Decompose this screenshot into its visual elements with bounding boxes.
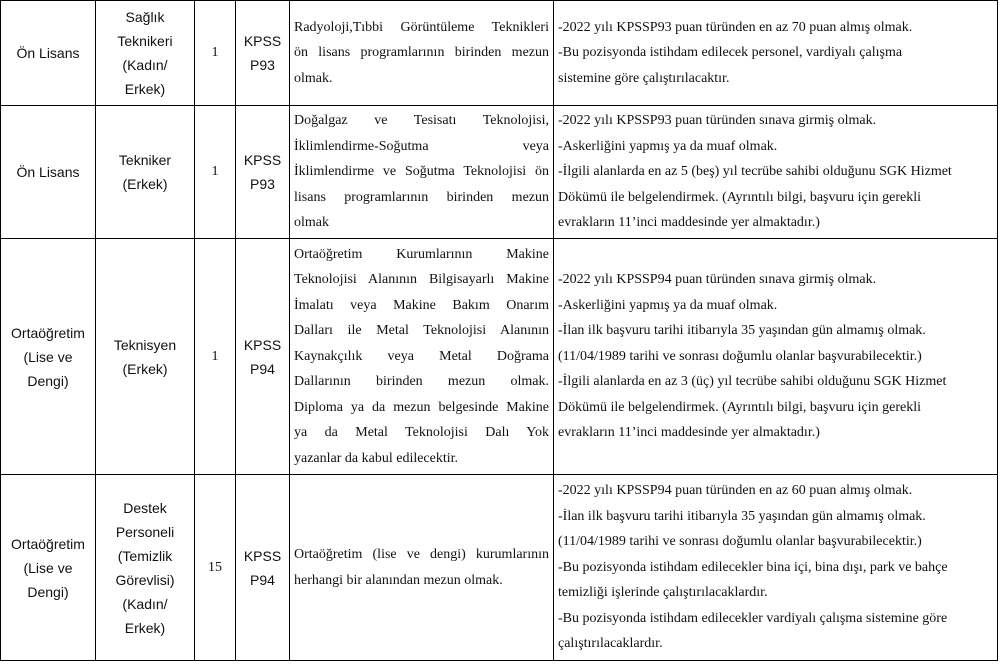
position-count: 1 — [211, 45, 219, 60]
qualification-line: Ortaöğretim Kurumlarının Makine — [294, 246, 549, 262]
score_type-cell — [236, 1, 290, 106]
qualification-cell — [290, 1, 554, 106]
qualification-line: herhangi bir alanından mezun olmak. — [294, 572, 503, 588]
education-cell — [1, 106, 96, 239]
conditions-line: (11/04/1989 tarihi ve sonrası doğumlu olanlar başvurabilecektir.) — [558, 534, 922, 550]
score_type-line: KPSS — [243, 33, 282, 49]
qualification-line: Doğalgaz ve Tesisatı Teknolojisi, — [294, 113, 549, 129]
conditions-cell — [554, 475, 998, 661]
count-cell — [195, 239, 236, 475]
education-line: (Lise ve — [23, 559, 73, 576]
qualification-line: Diploma ya da mezun belgesinde Makine — [294, 399, 549, 415]
table-row — [1, 239, 998, 475]
title-line: Sağlık — [125, 9, 165, 25]
conditions-line: evrakların 11’inci maddesinde yer almaktadır.) — [558, 425, 820, 441]
title-line: (Kadın/ — [122, 57, 168, 73]
conditions-line: -Bu pozisyonda istihdam edilecekler bina içi, bina dışı, park ve bahçe — [558, 559, 948, 575]
conditions-line: sistemine göre çalıştırılacaktır. — [558, 70, 730, 86]
education-line: Ortaöğretim — [11, 324, 85, 341]
qualification-cell — [290, 106, 554, 239]
education-cell — [1, 239, 96, 475]
position-count: 15 — [208, 559, 222, 575]
education-line: (Lise ve — [23, 348, 73, 365]
qualification-line: lisans programlarının birinden mezun — [294, 189, 549, 205]
score_type-line: KPSS — [243, 152, 282, 168]
qualification-line: olmak — [294, 215, 329, 231]
title-cell — [96, 1, 195, 106]
conditions-line: -İlgili alanlarda en az 5 (beş) yıl tecrübe sahibi olduğunu SGK Hizmet — [558, 164, 952, 180]
conditions-line: -Askerliğini yapmış ya da muaf olmak. — [558, 138, 778, 154]
conditions-line: evrakların 11’inci maddesinde yer almaktadır.) — [558, 215, 820, 231]
score_type-cell — [236, 239, 290, 475]
title-cell — [96, 106, 195, 239]
score_type-cell — [236, 106, 290, 239]
conditions-line: Dökümü ile belgelendirmek. (Ayrıntılı bilgi, başvuru için gerekli — [558, 399, 922, 415]
conditions-line: Dökümü ile belgelendirmek. (Ayrıntılı bilgi, başvuru için gerekli — [558, 189, 922, 205]
qualification-line: Kaynakçılık veya Metal Doğrama — [294, 348, 549, 364]
education-line: Dengi) — [27, 372, 69, 389]
title-line: Erkek) — [124, 81, 166, 97]
qualification-line: İklimlendirme ve Soğutma Teknolojisi ön — [294, 164, 549, 180]
title-line: (Erkek) — [122, 176, 168, 192]
title-line: (Temizlik — [117, 547, 173, 564]
title-cell — [96, 239, 195, 475]
qualification-line: ya da Metal Teknolojisi Dalı Yok — [294, 425, 549, 441]
education-cell — [1, 475, 96, 661]
conditions-line: -İlan ilk başvuru tarihi itibarıyla 35 yaşından gün almamış olmak. — [558, 323, 926, 339]
qualification-line: Dallarının birinden mezun olmak. — [294, 374, 549, 390]
conditions-line: -2022 yılı KPSSP94 puan türünden en az 60 puan almış olmak. — [558, 483, 913, 499]
conditions-cell — [554, 1, 998, 106]
title-line: Tekniker — [118, 152, 172, 168]
title-line: (Erkek) — [122, 360, 168, 377]
title-cell — [96, 475, 195, 661]
qualification-line: Ortaöğretim (lise ve dengi) kurumlarının — [294, 547, 549, 562]
title-line: Görevlisi) — [115, 571, 175, 588]
conditions-line: -Bu pozisyonda istihdam edilecek personel, vardiyalı çalışma — [558, 45, 903, 61]
conditions-line: -2022 yılı KPSSP94 puan türünden sınava girmiş olmak. — [558, 272, 877, 288]
title-line: Personeli — [115, 523, 175, 540]
conditions-cell — [554, 239, 998, 475]
score_type-line: P93 — [250, 57, 275, 73]
table-row — [1, 475, 998, 661]
qualification-cell — [290, 475, 554, 661]
conditions-line: -2022 yılı KPSSP93 puan türünden en az 70 puan almış olmak. — [558, 19, 913, 35]
conditions-cell — [554, 106, 998, 239]
conditions-line: (11/04/1989 tarihi ve sonrası doğumlu olanlar başvurabilecektir.) — [558, 348, 922, 364]
score_type-line: KPSS — [243, 547, 282, 564]
title-line: (Kadın/ — [122, 595, 168, 612]
qualification-line: İklimlendirme-Soğutma veya — [294, 138, 549, 154]
qualification-line: Dalları ile Metal Teknolojisi Alanının — [294, 323, 549, 339]
education-cell — [1, 1, 96, 106]
title-line: Erkek) — [124, 619, 166, 636]
conditions-line: -Bu pozisyonda istihdam edilecekler vardiyalı çalışma sistemine göre — [558, 610, 948, 626]
position-count: 1 — [211, 348, 219, 364]
qualification-line: Radyoloji,Tıbbi Görüntüleme Teknikleri — [294, 19, 549, 35]
title-line: Destek — [123, 499, 167, 516]
qualification-line: olmak. — [294, 70, 333, 86]
score_type-line: P94 — [250, 571, 275, 588]
conditions-line: -2022 yılı KPSSP93 puan türünden sınava girmiş olmak. — [558, 113, 877, 129]
table-row — [1, 106, 998, 239]
title-line: Teknikeri — [117, 33, 173, 49]
score_type-cell — [236, 475, 290, 661]
qualification-line: ön lisans programlarının birinden mezun — [294, 45, 549, 61]
education-line: Ön Lisans — [16, 164, 80, 180]
count-cell — [195, 1, 236, 106]
conditions-line: temizliği işlerinde çalıştırılacaklardır. — [558, 585, 768, 601]
conditions-line: çalıştırılacaklardır. — [558, 636, 663, 652]
table-row — [1, 1, 998, 106]
conditions-line: -Askerliğini yapmış ya da muaf olmak. — [558, 297, 778, 313]
qualification-line: yazanlar da kabul edilecektir. — [294, 450, 459, 466]
qualification-cell — [290, 239, 554, 475]
education-line: Ortaöğretim — [11, 535, 85, 552]
count-cell — [195, 106, 236, 239]
education-line: Ön Lisans — [16, 45, 80, 61]
qualification-line: Teknolojisi Alanının Bilgisayarlı Makine — [294, 272, 549, 288]
score_type-line: KPSS — [243, 336, 282, 353]
count-cell — [195, 475, 236, 661]
education-line: Dengi) — [27, 583, 69, 600]
qualification-line: İmalatı veya Makine Bakım Onarım — [294, 297, 549, 313]
conditions-line: -İlgili alanlarda en az 3 (üç) yıl tecrübe sahibi olduğunu SGK Hizmet — [558, 374, 947, 390]
score_type-line: P94 — [250, 360, 275, 377]
conditions-line: -İlan ilk başvuru tarihi itibarıyla 35 yaşından gün almamış olmak. — [558, 508, 926, 524]
title-line: Teknisyen — [113, 336, 177, 353]
position-count: 1 — [211, 164, 219, 179]
score_type-line: P93 — [250, 176, 275, 192]
